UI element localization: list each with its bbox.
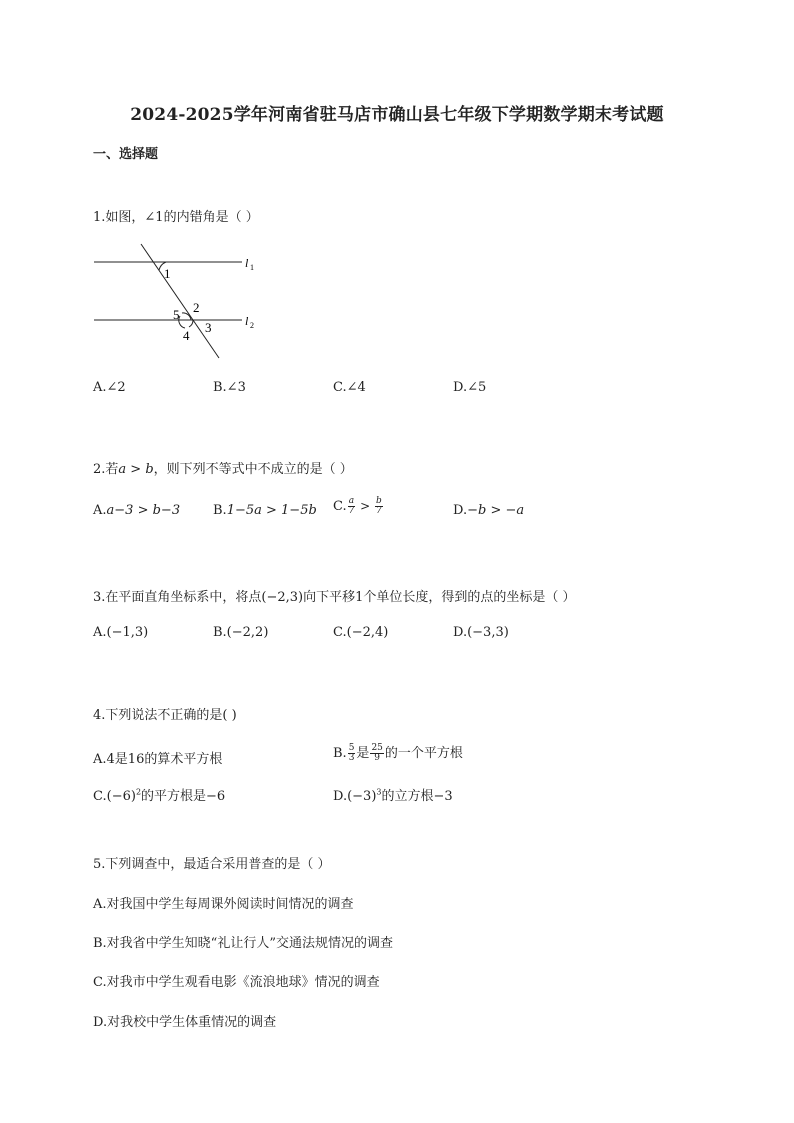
q5-option-a: A.对我国中学生每周课外阅读时间情况的调查 xyxy=(93,897,354,912)
frac-denominator: 7 xyxy=(348,506,355,516)
q2-stem-post: ，则下列不等式中不成立的是（ ） xyxy=(153,462,353,477)
q3-option-a: A.(−1,3) xyxy=(93,625,149,640)
q2-option-a-prefix: A. xyxy=(93,503,107,518)
q4-option-c-exponent: 2 xyxy=(135,787,142,797)
q2-option-b-math: 1−5a > 1−5b xyxy=(226,503,317,518)
q2-option-d xyxy=(453,503,524,518)
q3-stem: 3.在平面直角坐标系中，将点(−2,3)向下平移1个单位长度，得到的点的坐标是（ ） xyxy=(93,590,576,605)
q4-option-b-frac-b xyxy=(370,744,383,763)
angle-3-arc xyxy=(189,320,193,327)
label-l2-sub: 2 xyxy=(250,321,254,330)
q4-option-b xyxy=(333,742,463,763)
label-angle-4: 4 xyxy=(183,328,190,343)
q2-option-c xyxy=(333,497,384,516)
q4-option-d-post: 的立方根−3 xyxy=(381,789,453,804)
q2-stem xyxy=(93,458,353,477)
label-l1: l xyxy=(245,256,249,270)
q5-option-c: C.对我市中学生观看电影《流浪地球》情况的调查 xyxy=(93,975,380,990)
q2-option-c-frac-a xyxy=(348,497,356,516)
q4-option-d-exponent: 3 xyxy=(376,787,382,797)
q4-option-b-mid: 是 xyxy=(356,746,370,761)
label-l1-sub: 1 xyxy=(250,263,254,272)
parallel-lines-figure xyxy=(90,240,270,365)
q2-option-c-prefix: C. xyxy=(333,499,347,514)
label-angle-5: 5 xyxy=(173,307,180,322)
q1-option-c: C.∠4 xyxy=(333,380,366,395)
section-heading: 一、选择题 xyxy=(93,147,159,162)
q1-stem: 1.如图，∠1的内错角是（ ） xyxy=(93,210,259,225)
transversal-line xyxy=(141,244,219,358)
q4-option-d-pre: D.(−3) xyxy=(333,789,377,804)
q2-stem-math: a > b xyxy=(118,462,154,477)
q2-stem-pre: 2.若 xyxy=(93,462,119,477)
frac-denominator: 7 xyxy=(376,506,382,516)
frac-denominator: 9 xyxy=(374,753,381,763)
q4-option-b-frac-a xyxy=(348,744,356,763)
label-angle-2: 2 xyxy=(193,300,200,315)
label-angle-1: 1 xyxy=(164,266,171,281)
frac-numerator: b xyxy=(376,496,382,506)
q5-stem: 5.下列调查中，最适合采用普查的是（ ） xyxy=(93,857,331,872)
q4-option-b-prefix: B. xyxy=(333,746,347,761)
q1-option-a: A.∠2 xyxy=(93,380,126,395)
q1-option-b: B.∠3 xyxy=(213,380,246,395)
q2-option-d-math: −b > −a xyxy=(467,503,525,518)
q2-option-c-frac-b xyxy=(375,497,383,516)
label-l2: l xyxy=(245,314,249,328)
q3-option-b: B.(−2,2) xyxy=(213,625,269,640)
q4-option-a: A.4是16的算术平方根 xyxy=(93,752,223,767)
q2-option-c-operator: > xyxy=(356,499,375,513)
frac-numerator: 5 xyxy=(348,743,355,753)
page-title: 2024-2025学年河南省驻马店市确山县七年级下学期数学期末考试题 xyxy=(130,105,664,125)
q4-option-d xyxy=(333,785,453,804)
q1-option-d: D.∠5 xyxy=(453,380,487,395)
angle-2-arc xyxy=(182,313,191,320)
q4-option-c-pre: C.(−6) xyxy=(93,789,136,804)
label-angle-3: 3 xyxy=(205,320,212,335)
q3-option-d: D.(−3,3) xyxy=(453,625,509,640)
frac-numerator: 25 xyxy=(371,743,383,753)
q4-option-c xyxy=(93,785,225,804)
q4-stem: 4.下列说法不正确的是( ) xyxy=(93,708,237,723)
q4-option-b-post: 的一个平方根 xyxy=(384,746,463,761)
q4-option-c-post: 的平方根是−6 xyxy=(141,789,226,804)
q5-option-b: B.对我省中学生知晓“礼让行人”交通法规情况的调查 xyxy=(93,936,393,951)
angle-5-arc xyxy=(179,316,185,328)
frac-denominator: 3 xyxy=(348,753,355,763)
q2-option-d-prefix: D. xyxy=(453,503,468,518)
q2-option-a-math: a−3 > b−3 xyxy=(106,503,181,518)
q3-option-c: C.(−2,4) xyxy=(333,625,389,640)
q2-option-b xyxy=(213,503,317,518)
q5-option-d: D.对我校中学生体重情况的调查 xyxy=(93,1015,277,1030)
frac-numerator: a xyxy=(348,496,355,506)
q2-option-a xyxy=(93,503,180,518)
q2-option-b-prefix: B. xyxy=(213,503,227,518)
